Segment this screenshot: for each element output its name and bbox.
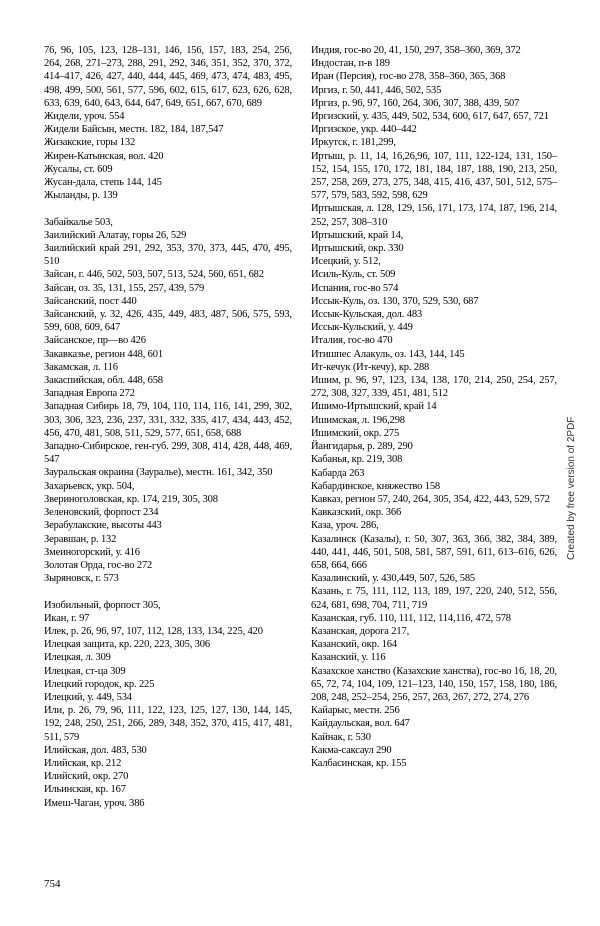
index-entry: Казанская, губ. 110, 111, 112, 114,116, 472, 578 — [311, 612, 511, 624]
index-entry: Илецкая, л. 309 — [44, 652, 111, 664]
index-entry: Заилийский Алатау, горы 26, 529 — [44, 229, 187, 241]
index-entry: Жидели Байсын, местн. 182, 184, 187,547 — [44, 124, 224, 136]
index-entry: Иран (Персия), гос-во 278, 358–360, 365, 368 — [311, 71, 506, 83]
index-entry: Забайкалье 503, — [44, 216, 113, 228]
index-entry: Иргиз, г. 50, 441, 446, 502, 535 — [311, 84, 442, 96]
index-entry: Ишимская, л. 196,298 — [311, 414, 405, 426]
index-entry: Иргизский, у. 435, 449, 502, 534, 600, 617, 647, 657, 721 — [311, 111, 549, 123]
index-entry: Западная Европа 272 — [44, 388, 135, 400]
page-number: 754 — [44, 878, 61, 890]
index-entry: Ишимский, окр. 275 — [311, 427, 400, 439]
index-entry: Кайнак, г. 530 — [311, 731, 371, 743]
index-entry: Жирен-Катынская, вол. 420 — [44, 150, 164, 162]
index-entry: Имеш-Чаган, уроч. 386 — [44, 797, 145, 809]
index-entry: Зайсанский, у. 32, 426, 435, 449, 483, 487, 506, 575, 593, 599, 608, 609, 647 — [44, 309, 292, 334]
index-entry: Ишимо-Иртышский, край 14 — [311, 401, 437, 413]
index-entry: Илецкая защита, кр. 220, 223, 305, 306 — [44, 639, 210, 651]
index-entry: Или, р. 26, 79, 96, 111, 122, 123, 125, 127, 130, 144, 145, 192, 248, 250, 251, 266, 289, 348, 352, 370, 415, 417, 481, 511, 579 — [44, 705, 292, 743]
left-column — [44, 44, 292, 810]
index-entry: Казалинский, у. 430,449, 507, 526, 585 — [311, 573, 476, 585]
index-entry: Закамская, л. 116 — [44, 361, 118, 373]
index-entry: Италия, гос-во 470 — [311, 335, 393, 347]
index-entry: Кайарыс, местн. 256 — [311, 705, 400, 717]
index-entry: Илийский, окр. 270 — [44, 771, 129, 783]
index-entry: Калбасинская, кр. 155 — [311, 757, 407, 769]
index-entry: Казанский, у. 116 — [311, 652, 386, 664]
index-entry: Зеравшан, р. 132 — [44, 533, 117, 545]
index-entry: Звериноголовская, кр. 174, 219, 305, 308 — [44, 493, 218, 505]
index-entry: Жидели, уроч. 554 — [44, 111, 125, 123]
index-entry: Иргиз, р. 96, 97, 160, 264, 306, 307, 388, 439, 507 — [311, 97, 520, 109]
index-entry: Заилийский край 291, 292, 353, 370, 373, 445, 470, 495, 510 — [44, 243, 292, 268]
index-entry: Зайсанское, пр—во 426 — [44, 335, 146, 347]
index-entry: Кабанья, кр. 219, 308 — [311, 454, 403, 466]
watermark: Created by free version of 2PDF — [566, 416, 577, 560]
index-entry: Иргизское, укр. 440–442 — [311, 124, 417, 136]
index-entry: Ит-кечук (Ит-кечу), кр. 288 — [311, 361, 430, 373]
index-entry: Жусалы, ст. 609 — [44, 163, 113, 175]
index-entry: Иссык-Куль, оз. 130, 370, 529, 530, 687 — [311, 295, 479, 307]
index-entry: Иртышский, окр. 330 — [311, 243, 404, 255]
index-entry: Ильинская, кр. 167 — [44, 784, 126, 796]
index-entry: Зеленовский, форпост 234 — [44, 507, 159, 519]
index-entry: Иссык-Кульская, дол. 483 — [311, 309, 423, 321]
index-entry: Итишпес Алакуль, оз. 143, 144, 145 — [311, 348, 465, 360]
index-entry: Зайсан, оз. 35, 131, 155, 257, 439, 579 — [44, 282, 205, 294]
index-entry: Исиль-Куль, ст. 509 — [311, 269, 396, 281]
index-entry: Йангидарья, р. 289, 290 — [311, 441, 413, 453]
index-entry: Индия, гос-во 20, 41, 150, 297, 358–360, 369, 372 — [311, 45, 521, 56]
index-entry: Иртыш, р. 11, 14, 16,26,96, 107, 111, 122-124, 131, 150–152, 154, 155, 170, 172, 181, 184, 187, 188, 190, 213, 250, 257, 258, 269, 273, 275, 348, 415, 416, 437, 501, 512, 575–577, 579, 583, 592, 598, 629 — [311, 150, 557, 202]
index-entry: Зауральская окраина (Зауралье), местн. 161, 342, 350 — [44, 467, 273, 479]
index-entry: Жизакские, горы 132 — [44, 137, 136, 149]
index-entry: Иркутск, г. 181,299, — [311, 137, 396, 149]
index-entry: Жыланды, р. 139 — [44, 190, 118, 202]
index-entry: Илецкий городок, кр. 225 — [44, 678, 155, 690]
index-entry: Западная Сибирь 18, 79, 104, 110, 114, 116, 141, 299, 302, 303, 306, 323, 236, 237, 331, 332, 335, 417, 434, 443, 452, 456, 470, 481, 508, 511, 529, 577, 651, 658, 688 — [44, 401, 292, 439]
index-entry: Казанский, окр. 164 — [311, 639, 397, 651]
index-entry: Закавказье, регион 448, 601 — [44, 348, 163, 360]
index-entry: Ишим, р. 96, 97, 123, 134, 138, 170, 214, 250, 254, 257, 272, 308, 327, 339, 451, 481, 512 — [311, 375, 557, 400]
index-entry: Зыряновск, г. 573 — [44, 573, 119, 585]
index-entry: Казахское ханство (Казахские ханства), гос-во 16, 18, 20, 65, 72, 74, 104, 109, 121–123, 140, 150, 157, 158, 180, 186, 208, 248, 252–254, 256, 257, 263, 267, 272, 274, 276 — [311, 665, 557, 703]
index-entry: Западно-Сибирское, ген-губ. 299, 308, 414, 428, 448, 469, 547 — [44, 441, 292, 466]
index-entry: Исецкий, у. 512, — [311, 256, 381, 268]
index-entry: Илецкая, ст-ца 309 — [44, 665, 126, 677]
index-entry: Зайсан, г. 446, 502, 503, 507, 513, 524, 560, 651, 682 — [44, 269, 264, 281]
index-entry: Илийская, дол. 483, 530 — [44, 744, 147, 756]
index-entry: Илийская, кр. 212 — [44, 757, 122, 769]
index-entry: 76, 96, 105, 123, 128–131, 146, 156, 157, 183, 254, 256, 264, 268, 271–273, 288, 291, 292, 346, 351, 352, 370, 372, 414–417, 426, 427, 440, 444, 445, 469, 473, 474, 483, 495, 498, 499, 500, 561, 577, 596, 602, 615, 617, 623, 626, 628, 633, 639, 640, 643, 644, 647, 649, 651, 667, 670, 689 — [44, 45, 292, 109]
index-entry: Захарьевск, укр. 504, — [44, 480, 135, 492]
right-column — [311, 44, 557, 770]
index-entry: Икан, г. 97 — [44, 612, 90, 624]
index-entry: Зерабулакские, высоты 443 — [44, 520, 162, 532]
index-entry: Изобильный, форпост 305, — [44, 599, 161, 611]
index-entry: Кабарда 263 — [311, 467, 365, 479]
index-entry: Илецкий, у. 449, 534 — [44, 691, 132, 703]
index-entry: Какма-саксаул 290 — [311, 744, 392, 756]
index-entry: Жусан-дала, степь 144, 145 — [44, 177, 162, 189]
index-entry: Змеиногорский, у. 416 — [44, 546, 140, 558]
index-entry: Иртышская, л. 128, 129, 156, 171, 173, 174, 187, 196, 214, 252, 257, 308–310 — [311, 203, 557, 228]
index-entry: Казань, г. 75, 111, 112, 113, 189, 197, 220, 240, 512, 556, 624, 681, 698, 704, 711, 719 — [311, 586, 557, 611]
index-entry: Индостан, п-в 189 — [311, 58, 390, 70]
index-entry: Зайсанский, пост 440 — [44, 295, 137, 307]
index-entry: Золотая Орда, гос-во 272 — [44, 559, 153, 571]
index-entry: Каза, уроч. 286, — [311, 520, 379, 532]
index-entry: Илек, р. 26, 96, 97, 107, 112, 128, 133, 134, 225, 420 — [44, 625, 263, 637]
index-entry: Кабардинское, княжество 158 — [311, 480, 441, 492]
index-entry: Испания, гос-во 574 — [311, 282, 399, 294]
index-entry: Кавказ, регион 57, 240, 264, 305, 354, 422, 443, 529, 572 — [311, 493, 550, 505]
index-entry: Иссык-Кульский, у. 449 — [311, 322, 413, 334]
index-entry: Закаспийская, обл. 448, 658 — [44, 375, 163, 387]
index-entry: Казалинск (Казалы), г. 50, 307, 363, 366, 382, 384, 389, 440, 441, 446, 501, 508, 581, 587, 591, 611, 613–616, 626, 658, 664, 666 — [311, 533, 557, 571]
index-entry: Иртышский, край 14, — [311, 229, 404, 241]
index-entry: Кайдаульская, вол. 647 — [311, 718, 410, 730]
index-entry: Казанская, дорога 217, — [311, 625, 410, 637]
index-entry: Кавказский, окр. 366 — [311, 507, 402, 519]
